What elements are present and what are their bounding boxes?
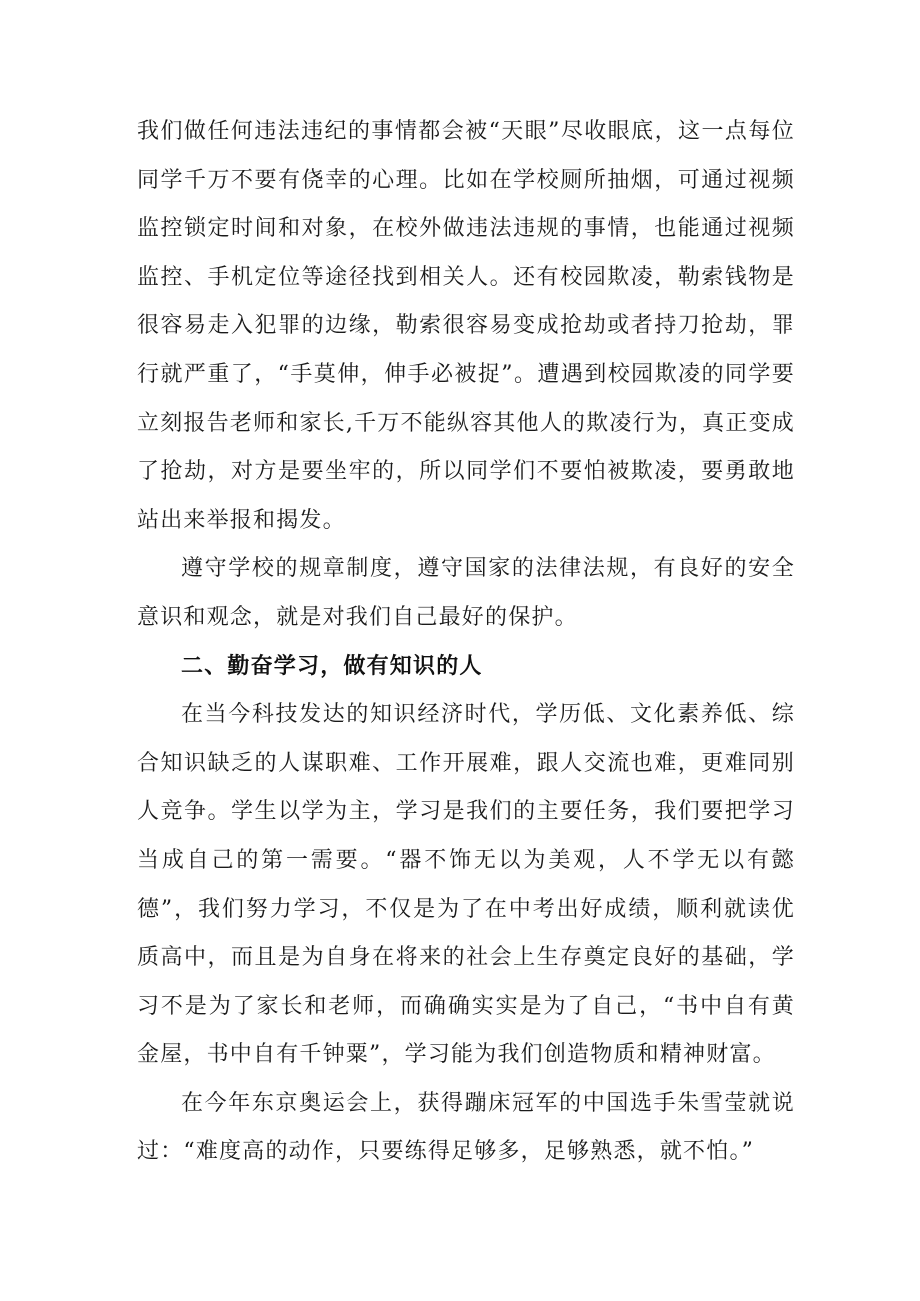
document-body xyxy=(137,108,795,1177)
paragraph-knowledge-economy: 在当今科技发达的知识经济时代，学历低、文化素养低、综合知识缺乏的人谋职难、工作开展难，跟人交流也难，更难同别人竞争。学生以学为主，学习是我们的主要任务，我们要把学习当成自己的第一需要。“器不饰无以为美观，人不学无以有懿德”，我们努力学习，不仅是为了在中考出好成绩，顺利就读优质高中，而且是为自身在将来的社会上生存奠定良好的基础，学习不是为了家长和老师，而确确实实是为了自己，“书中自有黄金屋，书中自有千钟粟”，学习能为我们创造物质和精神财富。 xyxy=(137,702,795,1068)
paragraph-olympics-quote: 在今年东京奥运会上，获得蹦床冠军的中国选手朱雪莹就说过：“难度高的动作，只要练得足够多，足够熟悉，就不怕。” xyxy=(137,1090,795,1165)
section-heading-study: 二、勤奋学习，做有知识的人 xyxy=(181,653,483,679)
paragraph-campus-safety-continued: 我们做任何违法违纪的事情都会被“天眼”尽收眼底，这一点每位同学千万不要有侥幸的心理。比如在学校厕所抽烟，可通过视频监控锁定时间和对象，在校外做违法违规的事情，也能通过视频监控、手机定位等途径找到相关人。还有校园欺凌，勒索钱物是很容易走入犯罪的边缘，勒索很容易变成抢劫或者持刀抢劫，罪行就严重了，“手莫伸，伸手必被捉”。遭遇到校园欺凌的同学要立刻报告老师和家长,千万不能纵容其他人的欺凌行为，真正变成了抢劫，对方是要坐牢的，所以同学们不要怕被欺凌，要勇敢地站出来举报和揭发。 xyxy=(137,119,795,533)
paragraph-obey-rules: 遵守学校的规章制度，遵守国家的法律法规，有良好的安全意识和观念，就是对我们自己最好的保护。 xyxy=(137,556,795,630)
